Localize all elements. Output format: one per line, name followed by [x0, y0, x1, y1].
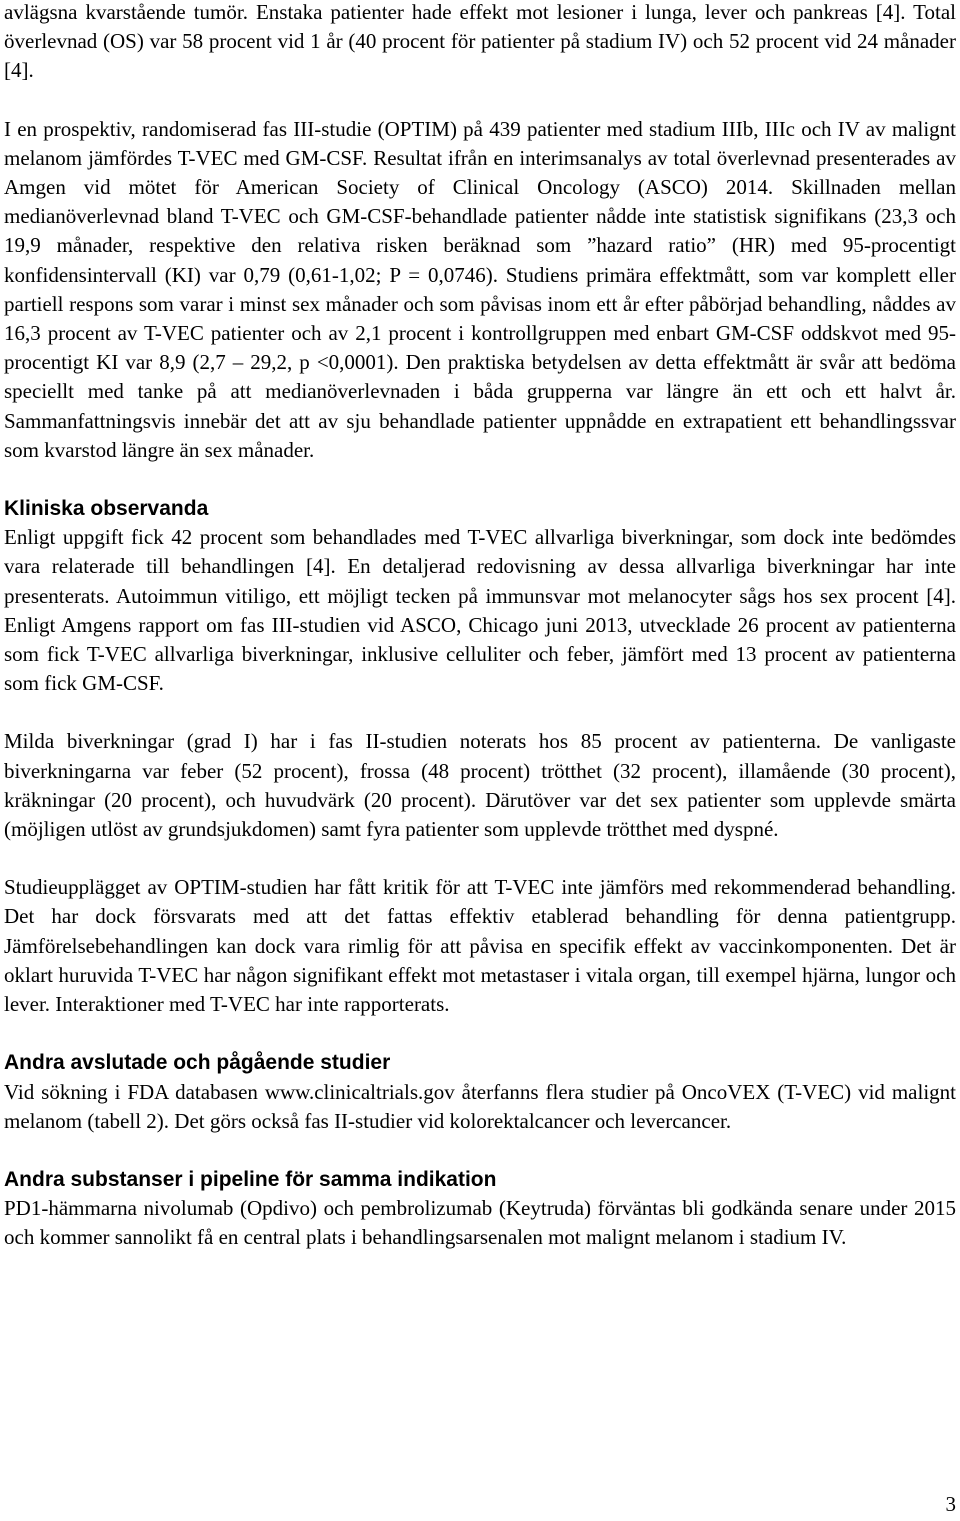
paragraph-spacer [4, 698, 956, 727]
heading-andra-substanser: Andra substanser i pipeline för samma indikation [4, 1167, 497, 1191]
paragraph-spacer [4, 86, 956, 115]
paragraph-spacer [4, 844, 956, 873]
heading-andra-studier: Andra avslutade och pågående studier [4, 1051, 391, 1075]
paragraph-allvarliga-biverkningar: Enligt uppgift fick 42 procent som behandlades med T-VEC allvarliga biverkningar, som dock inte bedömdes vara relaterade till behandlingen [4]. En detaljerad redovisning av dessa allvarliga biverkningar har inte presenterats. Autoimmun vitiligo, ett möjligt tecken på immunsvar mot melanocyter sågs hos sex procent [4]. Enligt Amgens rapport om fas III-studien vid ASCO, Chicago juni 2013, utvecklade 26 procent av patienterna som fick T-VEC allvarliga biverkningar, inklusive celluliter och feber, jämfört med 13 procent av patienterna som fick GM-CSF. [4, 525, 956, 696]
heading-kliniska-observanda: Kliniska observanda [4, 497, 209, 521]
paragraph-studieupplagg: Studieupplägget av OPTIM-studien har fått kritik för att T-VEC inte jämförs med rekommenderad behandling. Det har dock försvarats med att det fattas effektiv etablerad behandling för denna patientgrupp. Jämförelsebehandlingen kan dock vara rimlig för att påvisa en specifik effekt av vaccinkomponenten. Det är oklart huruvida T-VEC har någon signifikant effekt mot metastaser i vitala organ, till exempel hjärna, lungor och lever. Interaktioner med T-VEC har inte rapporterats. [4, 875, 956, 1017]
paragraph-spacer [4, 1136, 956, 1165]
paragraph-milda-biverkningar: Milda biverkningar (grad I) har i fas II-studien noterats hos 85 procent av patienterna. De vanligaste biverkningarna var feber (52 procent), frossa (48 procent) trötthet (32 procent), illamående (30 procent), kräkningar (20 procent), och huvudvärk (20 procent). Därutöver var det sex patienter som upplevde smärta (möjligen utlöst av grundsjukdomen) samt fyra patienter som upplevde trötthet med dyspné. [4, 729, 956, 842]
paragraph-overlevnad-fas-ii: avlägsna kvarstående tumör. Enstaka patienter hade effekt mot lesioner i lunga, lever och pankreas [4]. Total överlevnad (OS) var 58 procent vid 1 år (40 procent för patienter på stadium IV) och 52 procent vid 24 månader [4]. [4, 0, 956, 83]
paragraph-spacer [4, 465, 956, 494]
paragraph-spacer [4, 1019, 956, 1048]
page-number: 3 [945, 1492, 956, 1516]
document-page [4, 0, 956, 1253]
paragraph-andra-studier: Vid sökning i FDA databasen www.clinicaltrials.gov återfanns flera studier på OncoVEX (T-VEC) vid malignt melanom (tabell 2). Det görs också fas II-studier vid kolorektalcancer och levercancer. [4, 1079, 956, 1133]
paragraph-pd1-hammare: PD1-hämmarna nivolumab (Opdivo) och pembrolizumab (Keytruda) förväntas bli godkända senare under 2015 och kommer sannolikt få en central plats i behandlingsarsenalen mot malignt melanom i stadium IV. [4, 1196, 956, 1250]
paragraph-optim-studie: I en prospektiv, randomiserad fas III-studie (OPTIM) på 439 patienter med stadium IIIb, IIIc och IV av malignt melanom jämfördes T-VEC med GM-CSF. Resultat ifrån en interimsanalys av total överlevnad presenterades av Amgen vid mötet för American Society of Clinical Oncology (ASCO) 2014. Skillnaden mellan medianöverlevnad bland T-VEC och GM-CSF-behandlade patienter nådde inte statistisk signifikans (23,3 och 19,9 månader, respektive den relativa risken beräknad som ”hazard ratio” (HR) med 95-procentigt konfidensintervall (KI) var 0,79 (0,61-1,02; P = 0,0746). Studiens primära effektmått, som var komplett eller partiell respons som varar i minst sex månader och som påvisas inom ett år efter påbörjad behandling, nåddes av 16,3 procent av T-VEC patienter och av 2,1 procent i kontrollgruppen med enbart GM-CSF oddskvot med 95- procentigt KI var 8,9 (2,7 – 29,2, p <0,0001). Den praktiska betydelsen av detta effektmått är svår att bedöma speciellt med tanke på att medianöverlevnaden i båda grupperna var längre än ett och ett halvt år. Sammanfattningsvis innebär det att av sju behandlade patienter uppnådde en extrapatient ett behandlingssvar som kvarstod längre än sex månader. [4, 116, 956, 462]
